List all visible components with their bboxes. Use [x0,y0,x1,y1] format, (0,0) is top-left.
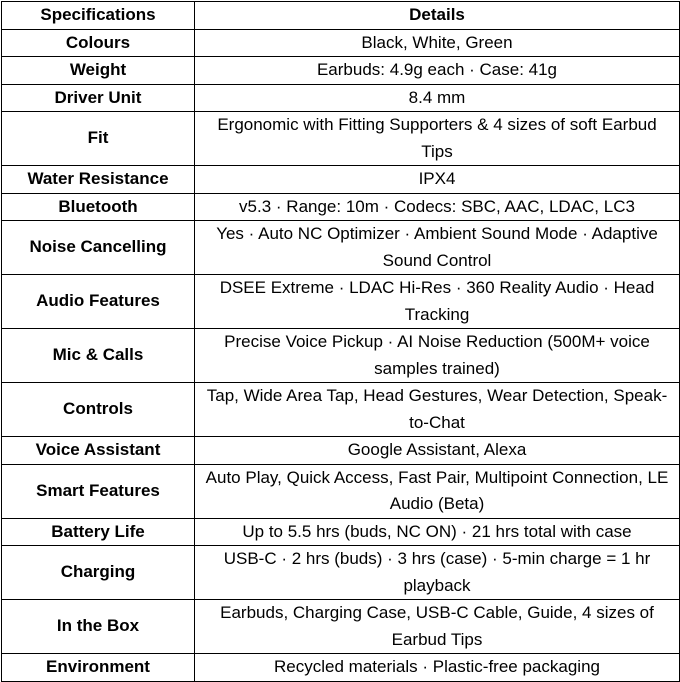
header-specifications: Specifications [2,2,195,30]
spec-name-in-the-box: In the Box [2,600,195,654]
table-row [2,29,680,57]
spec-value-weight: Earbuds: 4.9g each · Case: 41g [195,57,680,85]
table-row [2,654,680,682]
table-row [2,166,680,194]
spec-value-driver-unit: 8.4 mm [195,84,680,112]
table-row [2,193,680,221]
spec-name-weight: Weight [2,57,195,85]
spec-value-mic-calls: Precise Voice Pickup · AI Noise Reduction (500M+ voice samples trained) [195,329,680,383]
spec-name-environment: Environment [2,654,195,682]
table-row [2,112,680,166]
spec-name-charging: Charging [2,546,195,600]
spec-name-smart-features: Smart Features [2,464,195,518]
spec-value-controls: Tap, Wide Area Tap, Head Gestures, Wear Detection, Speak-to-Chat [195,383,680,437]
spec-value-bluetooth: v5.3 · Range: 10m · Codecs: SBC, AAC, LDAC, LC3 [195,193,680,221]
spec-name-colours: Colours [2,29,195,57]
table-row [2,84,680,112]
table-row [2,221,680,275]
spec-value-noise-cancelling: Yes · Auto NC Optimizer · Ambient Sound Mode · Adaptive Sound Control [195,221,680,275]
spec-value-charging: USB-C · 2 hrs (buds) · 3 hrs (case) · 5-min charge = 1 hr playback [195,546,680,600]
spec-value-in-the-box: Earbuds, Charging Case, USB-C Cable, Guide, 4 sizes of Earbud Tips [195,600,680,654]
table-row [2,329,680,383]
spec-name-battery-life: Battery Life [2,518,195,546]
spec-name-mic-calls: Mic & Calls [2,329,195,383]
table-row [2,518,680,546]
spec-value-smart-features: Auto Play, Quick Access, Fast Pair, Multipoint Connection, LE Audio (Beta) [195,464,680,518]
spec-name-fit: Fit [2,112,195,166]
spec-value-water-resistance: IPX4 [195,166,680,194]
spec-value-environment: Recycled materials · Plastic-free packaging [195,654,680,682]
spec-name-driver-unit: Driver Unit [2,84,195,112]
spec-value-voice-assistant: Google Assistant, Alexa [195,437,680,465]
spec-name-audio-features: Audio Features [2,275,195,329]
header-details: Details [195,2,680,30]
spec-value-colours: Black, White, Green [195,29,680,57]
spec-name-voice-assistant: Voice Assistant [2,437,195,465]
table-header-row [2,2,680,30]
spec-value-fit: Ergonomic with Fitting Supporters & 4 sizes of soft Earbud Tips [195,112,680,166]
table-row [2,546,680,600]
table-row [2,437,680,465]
spec-value-audio-features: DSEE Extreme · LDAC Hi-Res · 360 Reality Audio · Head Tracking [195,275,680,329]
spec-name-noise-cancelling: Noise Cancelling [2,221,195,275]
table-row [2,275,680,329]
table-row [2,464,680,518]
specifications-table [1,1,680,682]
table-row [2,383,680,437]
table-row [2,600,680,654]
spec-name-bluetooth: Bluetooth [2,193,195,221]
spec-name-controls: Controls [2,383,195,437]
spec-name-water-resistance: Water Resistance [2,166,195,194]
table-row [2,57,680,85]
spec-value-battery-life: Up to 5.5 hrs (buds, NC ON) · 21 hrs total with case [195,518,680,546]
